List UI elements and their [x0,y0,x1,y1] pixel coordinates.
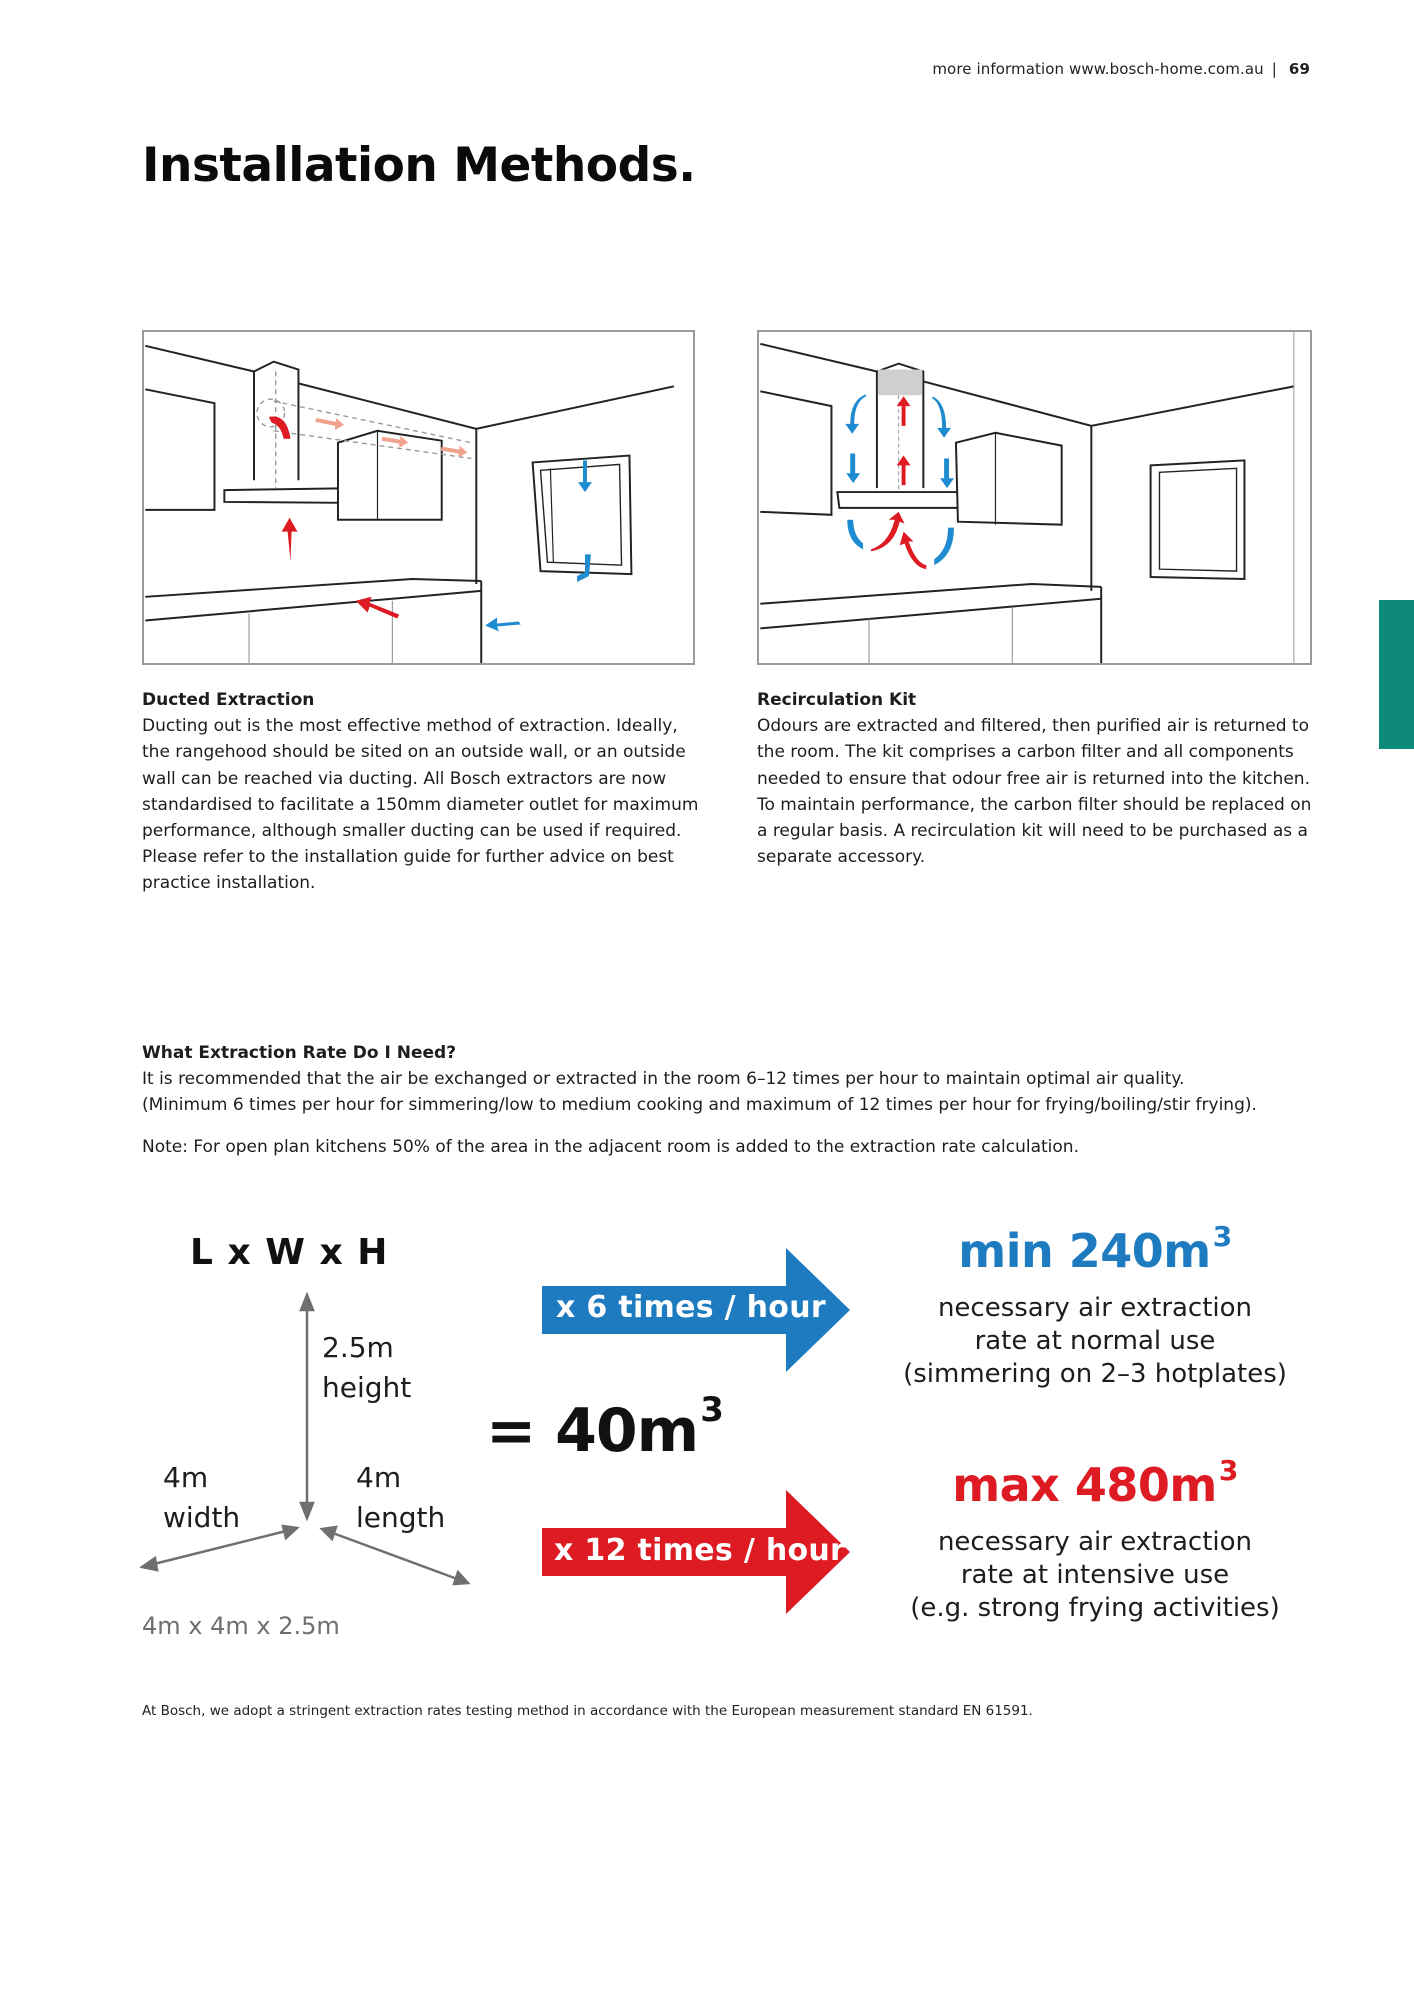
ducted-extraction-body: Ducting out is the most effective method of extraction. Ideally, the rangehood should be sited on an outside wall, or an outside wall can be reached via ducting. All Bosch extractors are now standardised to facilitate a 150mm diameter outlet for maximum performance, although smaller ducting can be used if required. Please refer to the installation guide for further advice on best practice installation. [142,716,699,894]
min-rate-arrow-label: x 6 times / hour [556,1290,826,1325]
website-info-text: more information www.bosch-home.com.au [932,60,1264,78]
dimensions-total: 4m x 4m x 2.5m [142,1612,340,1640]
height-dimension [322,1328,411,1408]
height-value: 2.5m [322,1331,394,1364]
min-extraction-value [880,1220,1310,1278]
extraction-rate-note: Note: For open plan kitchens 50% of the area in the adjacent room is added to the extraction rate calculation. [142,1137,1079,1157]
section-side-tab [1379,600,1414,749]
max-extraction-value [880,1454,1310,1512]
page-number: 69 [1288,60,1310,78]
recirculation-kit-caption [757,687,1317,870]
ducted-kitchen-drawing [144,332,693,663]
min-extraction-exponent: 3 [1212,1220,1232,1253]
page-title: Installation Methods. [142,138,696,193]
extraction-rate-line-2: (Minimum 6 times per hour for simmering/low to medium cooking and maximum of 12 times per hour for frying/boiling/stir frying). [142,1095,1257,1115]
room-volume-exponent: 3 [700,1390,723,1430]
extraction-rate-title: What Extraction Rate Do I Need? [142,1043,457,1063]
room-volume [486,1390,723,1466]
recirculation-kitchen-drawing [759,332,1310,663]
header-info [932,60,1310,78]
max-extraction-description [880,1526,1310,1625]
width-dimension [163,1458,240,1538]
dimension-axes-icon [140,1290,480,1590]
min-extraction-description [880,1292,1310,1391]
min-desc-line-1: necessary air extraction [937,1293,1253,1323]
extraction-rate-line-1: It is recommended that the air be exchanged or extracted in the room 6–12 times per hour to maintain optimal air quality. [142,1069,1185,1089]
min-desc-line-2: rate at normal use [974,1326,1216,1356]
volume-formula: L x W x H [190,1232,389,1273]
ducted-extraction-title: Ducted Extraction [142,690,315,710]
testing-standard-footnote: At Bosch, we adopt a stringent extraction rates testing method in accordance with the European measurement standard EN 61591. [142,1703,1033,1719]
ducted-extraction-illustration [142,330,695,665]
max-desc-line-2: rate at intensive use [960,1560,1230,1590]
max-rate-arrow-label: x 12 times / hour [554,1533,846,1568]
max-extraction-number: max 480m [952,1458,1217,1512]
ducted-extraction-caption [142,687,702,897]
length-label: length [356,1501,446,1534]
min-desc-line-3: (simmering on 2–3 hotplates) [903,1359,1287,1389]
width-value: 4m [163,1461,209,1494]
extraction-rate-section [142,1040,1322,1160]
recirculation-kit-title: Recirculation Kit [757,690,917,710]
max-desc-line-1: necessary air extraction [937,1527,1253,1557]
header-separator: | [1271,60,1277,78]
min-extraction-number: min 240m [958,1224,1211,1278]
length-dimension [356,1458,445,1538]
recirculation-kit-body: Odours are extracted and filtered, then purified air is returned to the room. The kit comprises a carbon filter and all components needed to ensure that odour free air is returned into the kitchen. To maintain performance, the carbon filter should be replaced on a regular basis. A recirculation kit will need to be purchased as a separate accessory. [757,716,1312,868]
width-label: width [163,1501,241,1534]
recirculation-kit-illustration [757,330,1312,665]
room-volume-value: = 40m [486,1396,699,1466]
max-extraction-exponent: 3 [1218,1454,1238,1487]
length-value: 4m [356,1461,402,1494]
max-desc-line-3: (e.g. strong frying activities) [910,1593,1280,1623]
height-label: height [322,1371,412,1404]
